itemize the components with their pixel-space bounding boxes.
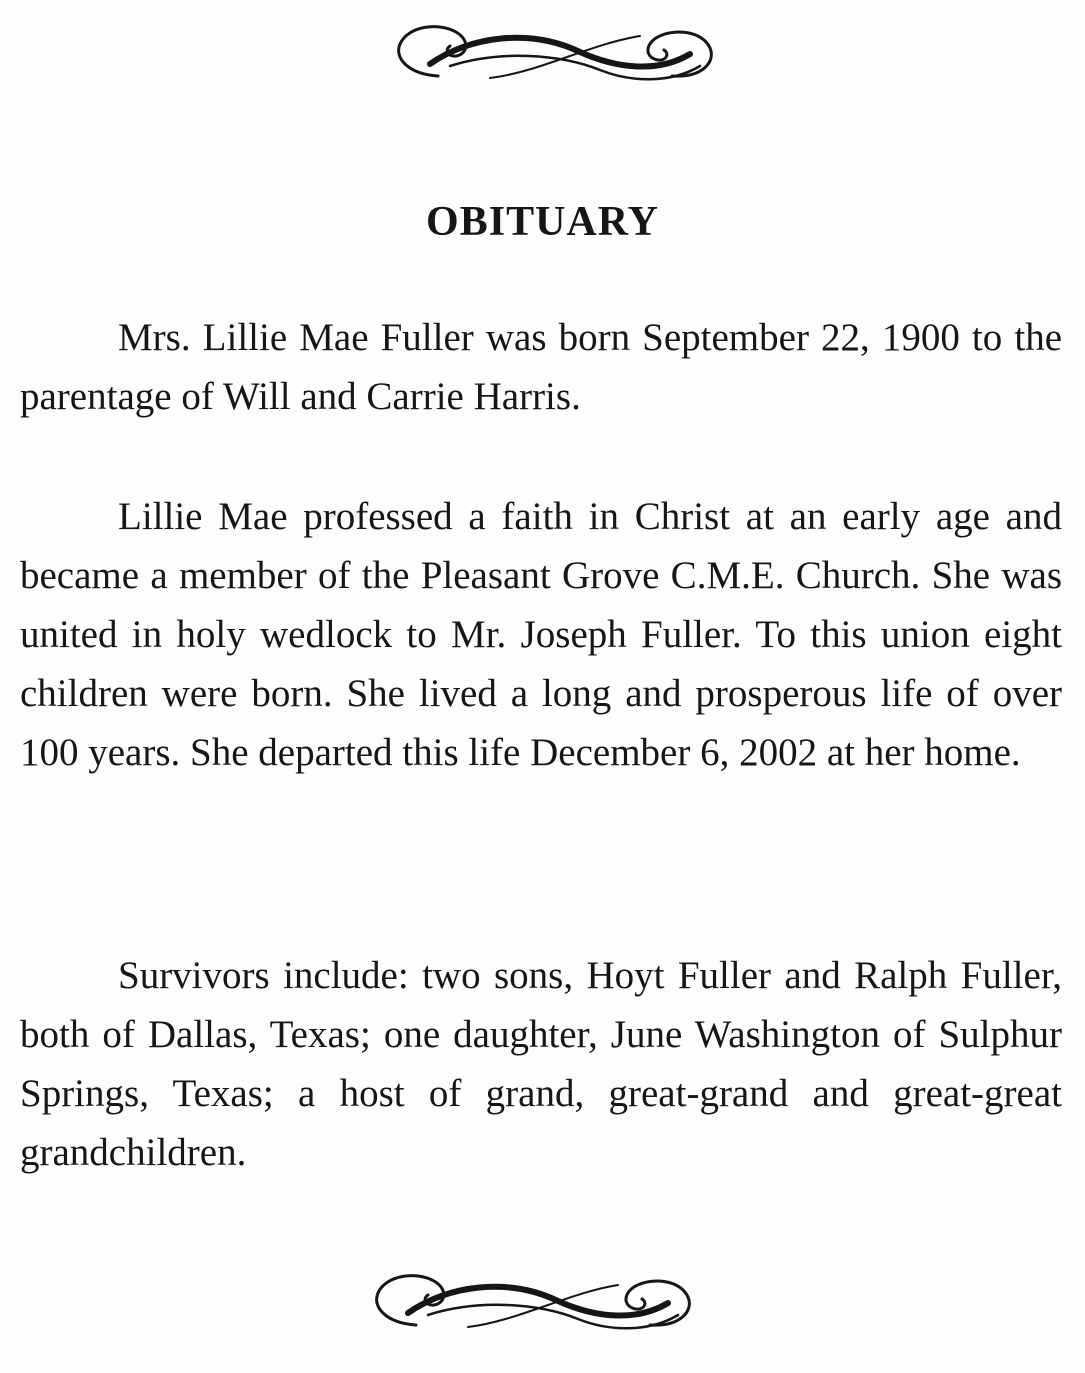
paragraph-life	[20, 487, 1062, 782]
scroll-flourish-icon	[368, 1263, 698, 1343]
paragraph-birth	[20, 308, 1062, 426]
page-title: OBITUARY	[426, 199, 659, 245]
paragraph-text: Lillie Mae professed a faith in Christ at an early age and became a member of the Pleasant Grove C.M.E. Church. She was united in holy wedlock to Mr. Joseph Fuller. To this union eight children were born. She lived a long and prosperous life of over 100 years. She departed this life December 6, 2002 at her home.	[20, 495, 1062, 774]
paragraph-survivors	[20, 946, 1062, 1182]
paragraph-text: Survivors include: two sons, Hoyt Fuller and Ralph Fuller, both of Dallas, Texas; one daughter, June Washington of Sulphur Springs, Texas; a host of grand, great-grand and great-great grandchildren.	[20, 954, 1062, 1174]
paragraph-text: Mrs. Lillie Mae Fuller was born September 22, 1900 to the parentage of Will and Carrie Harris.	[20, 316, 1062, 418]
scroll-flourish-icon	[390, 14, 720, 94]
